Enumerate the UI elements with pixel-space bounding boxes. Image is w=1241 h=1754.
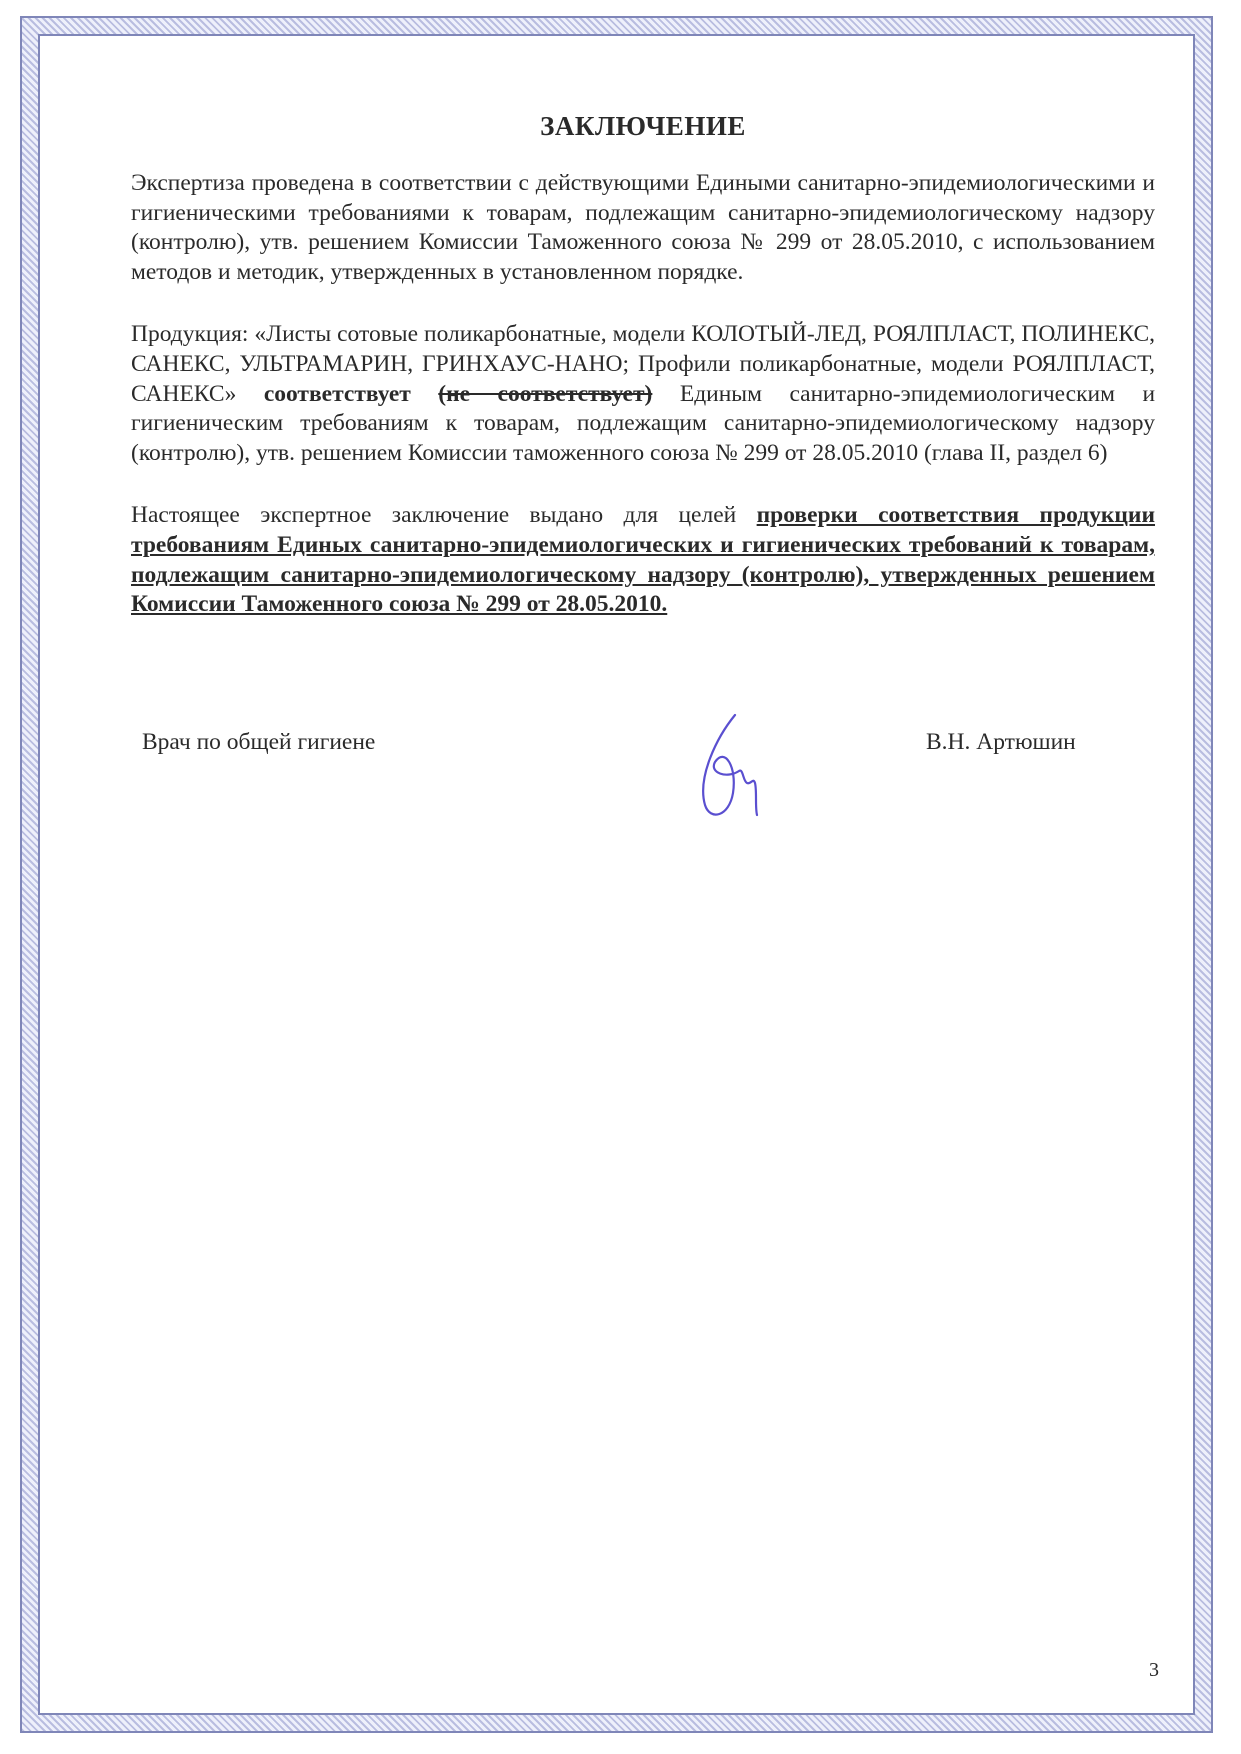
- signatory-name: В.Н. Артюшин: [926, 729, 1076, 755]
- paragraph-expertise: [131, 169, 1155, 287]
- page-number: 3: [1149, 1659, 1159, 1681]
- handwritten-signature: [677, 707, 787, 827]
- paragraph-purpose: [131, 501, 1155, 619]
- purpose-text: проверки соответствия продукции требованиям Единых санитарно-эпидемиологических и гигиенических требований к товарам, подлежащим санитарно-эпидемиологическому надзору (контролю), утвержденных решением Комиссии Таможенного союза № 299 от 28.05.2010.: [131, 502, 1156, 618]
- document-body: [131, 100, 1155, 1660]
- expertise-text: Экспертиза проведена в соответствии с действующими Едиными санитарно-эпидемиологическими и гигиеническими требованиями к товарам, подлежащим санитарно-эпидемиологическому надзору (контролю), утв. решением Комиссии Таможенного союза № 299 от 28.05.2010, с использованием методов и методик, утвержденных в установленном порядке.: [131, 170, 1155, 285]
- verdict-complies: соответствует: [263, 380, 411, 407]
- paragraph-product: [131, 320, 1155, 468]
- product-text: Продукция: «Листы сотовые поликарбонатные, модели КОЛОТЫЙ-ЛЕД, РОЯЛПЛАСТ, ПОЛИНЕКС, САНЕКС, УЛЬТРАМАРИН, ГРИНХАУС-НАНО; Профили поликарбонатные, модели РОЯЛПЛАСТ, САНЕКС»: [131, 321, 1155, 407]
- signature-block: [142, 717, 1142, 827]
- requirements-text: Единым санитарно-эпидемиологическим и гигиеническим требованиям к товарам, подлежащим санитарно-эпидемиологическому надзору (контролю), утв. решением Комиссии таможенного союза № 299 от 28.05.2010 (глава II, раздел 6): [131, 380, 1156, 466]
- document-title: ЗАКЛЮЧЕНИЕ: [540, 111, 746, 141]
- verdict-struck: (не соответствует): [438, 380, 653, 407]
- signatory-role: Врач по общей гигиене: [142, 729, 376, 755]
- purpose-lead: Настоящее экспертное заключение выдано для целей: [131, 502, 737, 529]
